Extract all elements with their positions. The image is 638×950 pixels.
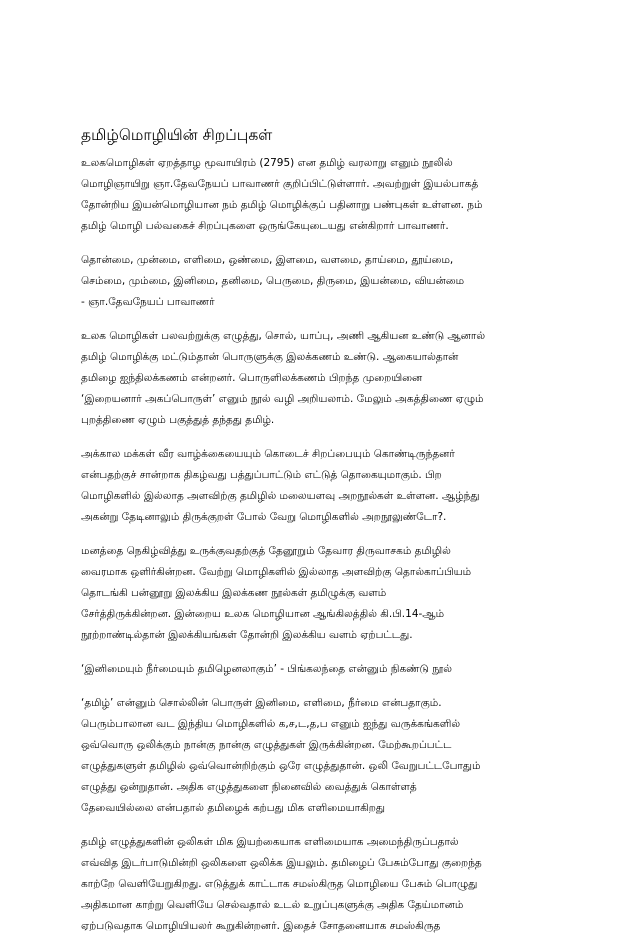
text-line: தமிழ் மொழிக்கு மட்டும்தான் பொருளுக்கு இலக்கணம் உண்டு. ஆகையால்தான் [81,351,459,363]
paragraph-literature [81,541,561,646]
paragraph-pingalandhai-quote [81,659,561,680]
text-line: சேர்த்திருக்கின்றன. இன்றைய உலக மொழியான ஆங்கிலத்தில் கி.பி.14-ஆம் [81,608,445,620]
text-line: எழுத்துகளுள் தமிழில் ஒவ்வொன்றிற்கும் ஒரே எழுத்துதான். ஒலி வேறுபட்டபோதும் [81,760,481,772]
text-line: தோன்றிய இயன்மொழியான நம் தமிழ் மொழிக்குப் பதினாறு பண்புகள் உள்ளன. நம் [81,199,483,211]
document-body [81,123,561,950]
text-line: உலக மொழிகள் பலவற்றுக்கு எழுத்து, சொல், யாப்பு, அணி ஆகியன உண்டு ஆனால் [81,330,486,342]
text-line: வைரமாக ஒளிர்கின்றன. வேற்று மொழிகளில் இல்லாத அளவிற்கு தொல்காப்பியம் [81,566,472,578]
text-line: ஒவ்வொரு ஒலிக்கும் நான்கு நான்கு எழுத்துகள் இருக்கின்றன. மேற்கூறப்பட்ட [81,739,452,751]
paragraph-meaning [81,693,561,819]
text-line: காற்றே வெளியேறுகிறது. எடுத்துக் காட்டாக சமஸ்கிருத மொழியை பேசும் பொழுது [81,878,478,890]
text-line: தமிழை ஐந்திலக்கணம் என்றனர். பொருளிலக்கணம் பிறந்த முறையினை [81,372,423,384]
text-line: ‘தமிழ்’ என்னும் சொல்லின் பொருள் இனிமை, எளிமை, நீர்மை என்பதாகும். [81,697,442,709]
text-line: செம்மை, மும்மை, இனிமை, தனிமை, பெருமை, திருமை, இயன்மை, வியன்மை [81,275,465,287]
quote-attribution: - ஞா.தேவநேயப் பாவாணர் [81,296,215,308]
text-line: தேவையில்லை என்பதால் தமிழைக் கற்பது மிக எளிமையாகிறது [81,802,385,814]
text-line: உலகமொழிகள் ஏறத்தாழ மூவாயிரம் (2795) என தமிழ் வரலாறு எனும் நூலில் [81,157,453,169]
paragraph-intro [81,153,561,237]
page-title: தமிழ்மொழியின் சிறப்புகள் [81,126,273,144]
text-line: எவ்வித இடர்பாடுமின்றி ஒலிகளை ஒலிக்க இயலும். தமிழைப் பேசும்போது குறைந்த [81,857,482,869]
text-line: அதிகமான காற்று வெளியே செல்வதால் உடல் உறுப்புகளுக்கு அதிக தேய்மானம் [81,899,464,911]
text-line: தொன்மை, முன்மை, எளிமை, ஒண்மை, இளமை, வளமை, தாய்மை, தூய்மை, [81,254,454,266]
text-line: மனத்தை நெகிழ்வித்து உருக்குவதற்குத் தேனூறும் தேவார திருவாசகம் தமிழில் [81,545,451,557]
text-line: என்பதற்குச் சான்றாக திகழ்வது பத்துப்பாட்டும் எட்டுத் தொகையுமாகும். பிற [81,469,442,481]
text-line: ‘இனிமையும் நீர்மையும் தமிழெனலாகும்’ - பிங்கலந்தை என்னும் நிகண்டு நூல் [81,663,452,675]
paragraph-grammar [81,326,561,431]
paragraph-qualities-quote [81,250,561,313]
text-line: அக்கால மக்கள் வீர வாழ்க்கையையும் கொடைச் சிறப்பையும் கொண்டிருந்தனர் [81,448,455,460]
text-line: அகன்று தேடினாலும் திருக்குறள் போல் வேறு மொழிகளில் அறநூலுண்டோ?. [81,511,447,523]
text-line: எழுத்து ஒன்றுதான். அதிக எழுத்துகளை நினைவில் வைத்துக் கொள்ளத் [81,781,417,793]
text-line: ஏற்படுவதாக மொழியியலர் கூறுகின்றனர். இதைச் சோதனையாக சமஸ்கிருத [81,920,441,932]
paragraph-pronunciation [81,832,561,937]
text-line: தொடங்கி பன்னூறு இலக்கிய இலக்கண நூல்கள் தமிழுக்கு வளம் [81,587,387,599]
paragraph-ethics [81,444,561,528]
text-line: ‘இறையனார் அகப்பொருள்’ எனும் நூல் வழி அறியலாம். மேலும் அகத்திணை ஏழும் [81,393,484,405]
text-line: புறத்திணை ஏழும் பகுத்துத் தந்தது தமிழ். [81,414,275,426]
text-line: தமிழ் மொழி பல்வகைச் சிறப்புகளை ஒருங்கேயுடையது என்கிறார் பாவாணர். [81,220,449,232]
text-line: தமிழ் எழுத்துகளின் ஒலிகள் மிக இயற்கையாக எளிமையாக அமைந்திருப்பதால் [81,836,459,848]
text-line: பெரும்பாலான வட இந்திய மொழிகளில் க,ச,ட,த,ப எனும் ஐந்து வருக்கங்களில் [81,718,461,730]
text-line: மொழிகளில் இல்லாத அளவிற்கு தமிழில் மலையளவு அறநூல்கள் உள்ளன. ஆழ்ந்து [81,490,480,502]
text-line: நூற்றாண்டில்தான் இலக்கியங்கள் தோன்றி இலக்கிய வளம் ஏற்பட்டது. [81,629,413,641]
text-line: மொழிஞாயிறு ஞா.தேவநேயப் பாவாணர் குறிப்பிட்டுள்ளார். அவற்றுள் இயல்பாகத் [81,178,479,190]
